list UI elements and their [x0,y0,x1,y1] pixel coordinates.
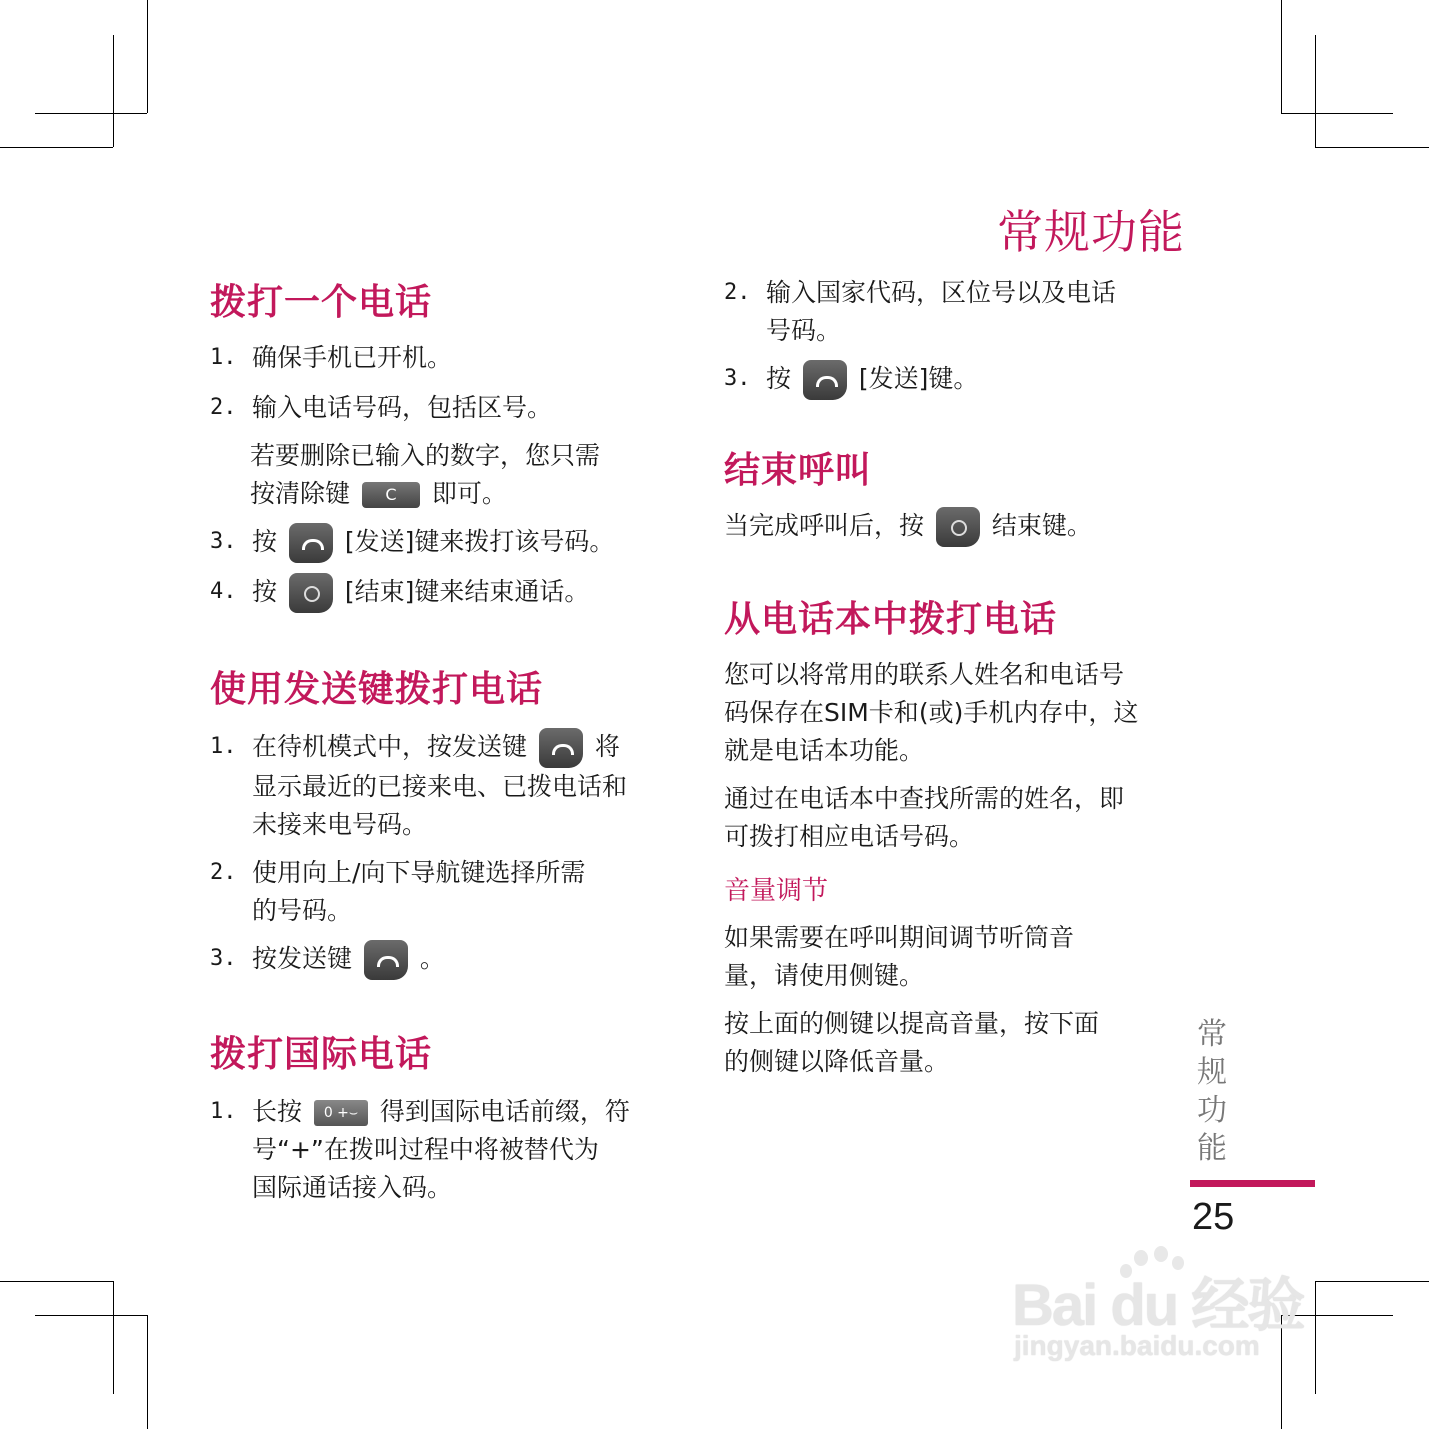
end-key-icon [936,507,980,547]
watermark-url: jingyan.baidu.com [1014,1330,1260,1361]
watermark [1012,1240,1372,1380]
end-call-paragraph: 当完成呼叫后，按 结束键。 [724,507,1194,547]
crop-mark [1281,113,1393,114]
crop-mark [113,35,114,147]
section-heading-send-key-dial: 使用发送键拨打电话 [210,669,544,710]
left-column [210,270,680,1207]
page-number: 25 [1192,1196,1235,1238]
send-key-icon [803,360,847,400]
crop-mark [147,0,148,113]
crop-mark [1315,147,1429,148]
list-item: 3. 按 [发送]键。 [724,360,1194,400]
list-item: 2. 输入国家代码，区位号以及电话 号码。 [724,278,1117,345]
send-key-icon [364,940,408,980]
phonebook-paragraph: 您可以将常用的联系人姓名和电话号 码保存在SIM卡和(或)手机内存中，这 就是电话本功能。 [724,660,1139,765]
section-heading-dial-call: 拨打一个电话 [210,282,433,323]
section-heading-phonebook-dial: 从电话本中拨打电话 [724,599,1058,640]
chapter-title: 常规功能 [997,205,1185,259]
right-column [724,270,1194,1081]
send-key-icon [289,523,333,563]
list-item: 3. 按 [发送]键来拨打该号码。 [210,523,680,563]
send-key-icon [539,728,583,768]
section-heading-international-call: 拨打国际电话 [210,1034,433,1075]
crop-mark [35,113,147,114]
crop-mark [0,147,113,148]
clear-key-icon: C [362,482,420,508]
watermark-brand: Bai du 经验 [1012,1273,1304,1338]
list-item: 1. 长按 0 +⌣ 得到国际电话前缀，符 号“+”在拨叫过程中将被替代为 国际通话接入码。 [210,1097,630,1202]
list-item: 3. 按发送键 。 [210,940,680,980]
crop-mark [147,1315,148,1429]
crop-mark [35,1315,147,1316]
note-paragraph: 若要删除已输入的数字，您只需 按清除键 C 即可。 [250,441,601,508]
zero-plus-key-icon: 0 +⌣ [314,1100,368,1126]
subheading-volume: 音量调节 [724,876,829,906]
tab-accent-bar [1190,1180,1315,1187]
list-item: 1. 在待机模式中，按发送键 将 显示最近的已接来电、已拨电话和 未接来电号码。 [210,728,680,844]
list-item: 2. 使用向上/向下导航键选择所需 的号码。 [210,858,586,925]
section-heading-end-call: 结束呼叫 [724,450,873,491]
list-item: 2. 输入电话号码，包括区号。 [210,393,553,422]
side-chapter-tab: 常 规 功 能 [1197,1017,1227,1166]
end-key-icon [289,573,333,613]
phonebook-search-paragraph: 通过在电话本中查找所需的姓名，即 可拨打相应电话号码。 [724,784,1125,851]
crop-mark [1315,35,1316,147]
crop-mark [0,1281,113,1282]
crop-mark [113,1281,114,1394]
crop-mark [1281,0,1282,113]
list-item: 4. 按 [结束]键来结束通话。 [210,573,680,613]
volume-keys-paragraph: 按上面的侧键以提高音量，按下面 的侧键以降低音量。 [724,1009,1100,1076]
volume-paragraph: 如果需要在呼叫期间调节听筒音 量，请使用侧键。 [724,923,1075,990]
list-item: 1. 确保手机已开机。 [210,343,453,372]
